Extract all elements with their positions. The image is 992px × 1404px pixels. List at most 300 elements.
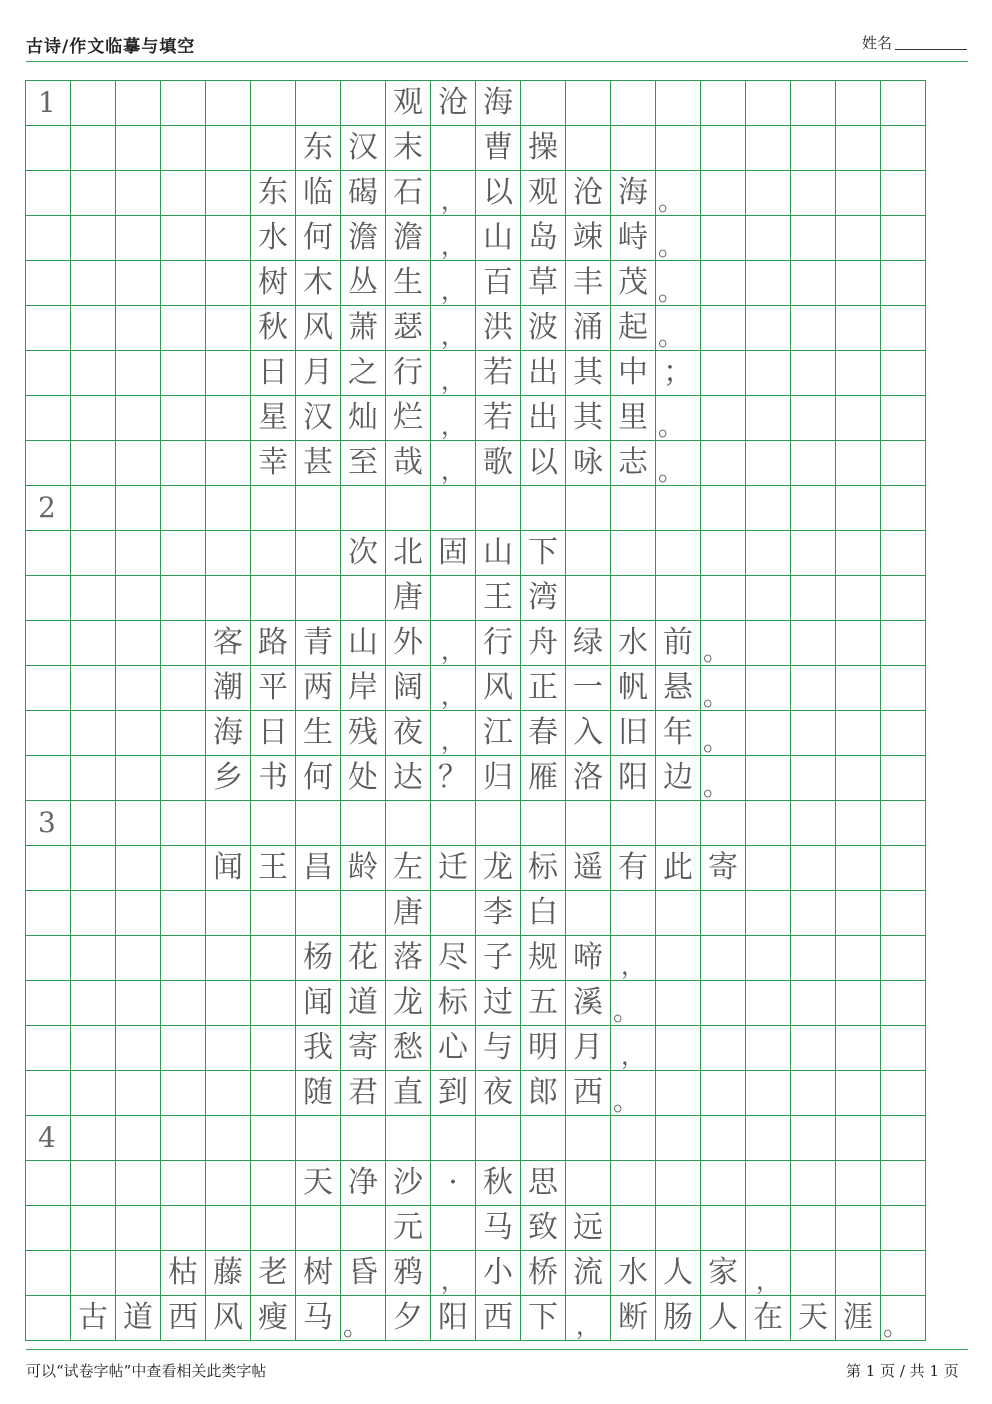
grid-cell	[71, 126, 116, 171]
grid-cell: 竦	[566, 216, 611, 261]
grid-cell: 岸	[341, 666, 386, 711]
grid-cell: 龄	[341, 846, 386, 891]
grid-cell: 远	[566, 1206, 611, 1251]
grid-cell: 瘦	[251, 1296, 296, 1341]
grid-cell	[611, 1161, 656, 1206]
grid-cell	[161, 981, 206, 1026]
grid-cell	[611, 891, 656, 936]
grid-cell	[71, 936, 116, 981]
grid-cell: 道	[116, 1296, 161, 1341]
grid-cell	[251, 531, 296, 576]
grid-cell	[431, 891, 476, 936]
grid-cell	[161, 1116, 206, 1161]
grid-cell	[161, 306, 206, 351]
grid-cell	[251, 1161, 296, 1206]
grid-cell	[161, 891, 206, 936]
grid-cell	[836, 981, 881, 1026]
grid-cell	[206, 1071, 251, 1116]
grid-cell: 西	[566, 1071, 611, 1116]
grid-cell: 夜	[386, 711, 431, 756]
grid-cell	[746, 171, 791, 216]
grid-cell	[26, 1251, 71, 1296]
grid-cell	[791, 981, 836, 1026]
grid-cell	[206, 936, 251, 981]
grid-cell	[206, 531, 251, 576]
grid-cell	[701, 81, 746, 126]
grid-cell	[881, 1251, 926, 1296]
grid-cell: 龙	[386, 981, 431, 1026]
grid-cell	[746, 531, 791, 576]
grid-cell	[656, 576, 701, 621]
grid-cell: 客	[206, 621, 251, 666]
grid-cell: 操	[521, 126, 566, 171]
grid-cell: 木	[296, 261, 341, 306]
grid-cell	[881, 216, 926, 261]
grid-cell	[296, 1206, 341, 1251]
grid-cell	[71, 171, 116, 216]
grid-cell	[206, 351, 251, 396]
grid-cell	[251, 981, 296, 1026]
grid-cell	[881, 171, 926, 216]
grid-cell: 碣	[341, 171, 386, 216]
grid-cell: 此	[656, 846, 701, 891]
grid-cell	[251, 1116, 296, 1161]
grid-cell: 绿	[566, 621, 611, 666]
grid-cell	[251, 576, 296, 621]
grid-cell	[881, 846, 926, 891]
grid-cell: 以	[521, 441, 566, 486]
grid-cell: 路	[251, 621, 296, 666]
grid-cell	[251, 126, 296, 171]
grid-cell	[206, 486, 251, 531]
grid-cell	[791, 1206, 836, 1251]
grid-cell: 阳	[431, 1296, 476, 1341]
grid-cell	[71, 396, 116, 441]
grid-cell: 直	[386, 1071, 431, 1116]
grid-cell: 海	[476, 81, 521, 126]
grid-cell	[701, 891, 746, 936]
grid-cell: 年	[656, 711, 701, 756]
grid-cell	[71, 666, 116, 711]
grid-cell: 洛	[566, 756, 611, 801]
grid-cell: 何	[296, 756, 341, 801]
grid-cell: 人	[701, 1296, 746, 1341]
grid-cell: 风	[296, 306, 341, 351]
grid-cell: 。	[701, 711, 746, 756]
grid-cell: 桥	[521, 1251, 566, 1296]
grid-cell	[116, 1206, 161, 1251]
grid-cell: 家	[701, 1251, 746, 1296]
grid-cell	[791, 81, 836, 126]
grid-cell	[71, 531, 116, 576]
grid-cell	[71, 81, 116, 126]
grid-cell	[26, 981, 71, 1026]
grid-cell: 残	[341, 711, 386, 756]
grid-cell	[836, 306, 881, 351]
grid-cell: 涯	[836, 1296, 881, 1341]
grid-cell	[296, 891, 341, 936]
grid-cell	[296, 801, 341, 846]
grid-cell	[116, 1116, 161, 1161]
grid-cell	[521, 801, 566, 846]
grid-cell: 书	[251, 756, 296, 801]
grid-cell	[791, 261, 836, 306]
grid-cell	[206, 441, 251, 486]
grid-cell: 末	[386, 126, 431, 171]
grid-cell	[836, 261, 881, 306]
grid-cell	[656, 981, 701, 1026]
poem-number: 1	[26, 81, 71, 126]
grid-cell	[296, 1116, 341, 1161]
grid-cell: 帆	[611, 666, 656, 711]
grid-cell	[161, 81, 206, 126]
grid-cell	[836, 576, 881, 621]
grid-cell: 曹	[476, 126, 521, 171]
grid-cell: 阳	[611, 756, 656, 801]
grid-cell: 秋	[476, 1161, 521, 1206]
grid-cell: 茂	[611, 261, 656, 306]
grid-cell: 行	[386, 351, 431, 396]
grid-cell: 临	[296, 171, 341, 216]
grid-cell: 出	[521, 396, 566, 441]
grid-cell	[566, 531, 611, 576]
grid-cell: ，	[431, 441, 476, 486]
grid-cell	[26, 441, 71, 486]
grid-cell	[116, 756, 161, 801]
grid-cell	[881, 351, 926, 396]
grid-cell	[71, 216, 116, 261]
grid-cell: 以	[476, 171, 521, 216]
grid-cell	[116, 216, 161, 261]
grid-cell	[701, 1116, 746, 1161]
grid-cell	[791, 171, 836, 216]
grid-cell	[251, 1026, 296, 1071]
grid-cell: ，	[611, 936, 656, 981]
grid-cell: 唐	[386, 576, 431, 621]
grid-cell	[791, 891, 836, 936]
grid-cell: 其	[566, 396, 611, 441]
grid-cell: 山	[476, 216, 521, 261]
grid-cell	[836, 756, 881, 801]
grid-cell: 里	[611, 396, 656, 441]
grid-cell	[746, 351, 791, 396]
grid-cell	[26, 1071, 71, 1116]
grid-cell	[701, 171, 746, 216]
grid-cell	[431, 1116, 476, 1161]
grid-cell	[791, 711, 836, 756]
name-blank-line[interactable]	[895, 49, 967, 50]
grid-cell: 树	[251, 261, 296, 306]
grid-cell: 行	[476, 621, 521, 666]
grid-cell	[206, 1026, 251, 1071]
grid-cell	[476, 486, 521, 531]
grid-cell: ，	[566, 1296, 611, 1341]
grid-cell: ，	[431, 396, 476, 441]
grid-cell	[791, 621, 836, 666]
grid-cell	[701, 306, 746, 351]
grid-cell	[26, 171, 71, 216]
grid-cell	[746, 126, 791, 171]
grid-cell	[206, 261, 251, 306]
grid-cell	[26, 216, 71, 261]
grid-cell	[836, 486, 881, 531]
grid-cell	[206, 576, 251, 621]
grid-cell: 寄	[701, 846, 746, 891]
grid-cell: 正	[521, 666, 566, 711]
grid-cell: 。	[701, 756, 746, 801]
grid-cell	[746, 216, 791, 261]
grid-cell	[116, 81, 161, 126]
grid-cell: 沧	[431, 81, 476, 126]
grid-cell: 澹	[386, 216, 431, 261]
grid-cell	[116, 1026, 161, 1071]
grid-cell	[161, 1161, 206, 1206]
grid-cell: 。	[881, 1296, 926, 1341]
grid-cell	[611, 486, 656, 531]
grid-cell	[881, 936, 926, 981]
grid-cell: 唐	[386, 891, 431, 936]
grid-cell	[746, 1206, 791, 1251]
grid-cell: 马	[476, 1206, 521, 1251]
grid-cell	[836, 1026, 881, 1071]
grid-cell	[116, 666, 161, 711]
grid-cell: 。	[656, 441, 701, 486]
grid-cell	[206, 1206, 251, 1251]
grid-cell	[881, 261, 926, 306]
grid-cell: 规	[521, 936, 566, 981]
grid-cell	[836, 1251, 881, 1296]
grid-cell: 悬	[656, 666, 701, 711]
grid-cell	[26, 261, 71, 306]
grid-cell	[746, 936, 791, 981]
grid-cell: 树	[296, 1251, 341, 1296]
grid-cell	[161, 756, 206, 801]
grid-cell	[251, 81, 296, 126]
grid-cell	[116, 891, 161, 936]
grid-cell	[791, 936, 836, 981]
grid-cell	[881, 801, 926, 846]
grid-cell	[206, 396, 251, 441]
grid-cell: 涌	[566, 306, 611, 351]
grid-cell: 。	[701, 621, 746, 666]
poem-number: 4	[26, 1116, 71, 1161]
grid-cell: 尽	[431, 936, 476, 981]
grid-cell	[206, 306, 251, 351]
grid-cell	[251, 1206, 296, 1251]
grid-cell	[566, 1116, 611, 1161]
grid-cell	[341, 891, 386, 936]
grid-cell	[71, 621, 116, 666]
grid-cell: 。	[701, 666, 746, 711]
grid-cell	[566, 891, 611, 936]
grid-cell	[701, 1161, 746, 1206]
grid-cell	[656, 936, 701, 981]
grid-cell	[791, 306, 836, 351]
grid-cell: 其	[566, 351, 611, 396]
grid-cell	[881, 1026, 926, 1071]
grid-cell: 何	[296, 216, 341, 261]
grid-cell	[611, 531, 656, 576]
grid-cell: 至	[341, 441, 386, 486]
grid-cell: 下	[521, 1296, 566, 1341]
grid-cell: 花	[341, 936, 386, 981]
grid-cell	[521, 486, 566, 531]
grid-cell: 萧	[341, 306, 386, 351]
grid-cell	[656, 486, 701, 531]
grid-cell	[431, 801, 476, 846]
grid-cell: 石	[386, 171, 431, 216]
grid-cell	[431, 126, 476, 171]
grid-cell	[836, 846, 881, 891]
grid-cell: 郎	[521, 1071, 566, 1116]
grid-cell: 思	[521, 1161, 566, 1206]
grid-cell	[791, 666, 836, 711]
grid-cell: 肠	[656, 1296, 701, 1341]
poem-number: 3	[26, 801, 71, 846]
grid-cell	[746, 576, 791, 621]
grid-cell	[656, 1161, 701, 1206]
grid-cell	[26, 756, 71, 801]
grid-cell	[431, 1206, 476, 1251]
grid-cell	[26, 621, 71, 666]
grid-cell	[791, 576, 836, 621]
grid-cell	[791, 1026, 836, 1071]
grid-cell	[116, 171, 161, 216]
grid-cell: 志	[611, 441, 656, 486]
grid-cell	[206, 801, 251, 846]
grid-cell	[161, 1026, 206, 1071]
header-divider	[26, 61, 968, 62]
grid-cell: ，	[431, 666, 476, 711]
grid-cell	[566, 126, 611, 171]
grid-cell: ，	[431, 621, 476, 666]
grid-cell: 潮	[206, 666, 251, 711]
grid-cell	[206, 126, 251, 171]
grid-cell: 出	[521, 351, 566, 396]
grid-cell	[881, 486, 926, 531]
grid-cell: 月	[566, 1026, 611, 1071]
grid-cell	[161, 621, 206, 666]
grid-cell: 阔	[386, 666, 431, 711]
grid-cell	[26, 351, 71, 396]
grid-cell	[791, 441, 836, 486]
grid-cell: 君	[341, 1071, 386, 1116]
grid-cell	[116, 1071, 161, 1116]
grid-cell: 闻	[296, 981, 341, 1026]
grid-cell	[611, 81, 656, 126]
grid-cell: 山	[476, 531, 521, 576]
grid-cell	[341, 81, 386, 126]
grid-cell: 道	[341, 981, 386, 1026]
grid-cell	[881, 1116, 926, 1161]
grid-cell: ，	[611, 1026, 656, 1071]
grid-cell: 边	[656, 756, 701, 801]
grid-cell	[836, 891, 881, 936]
grid-cell: 五	[521, 981, 566, 1026]
grid-cell: 断	[611, 1296, 656, 1341]
grid-cell	[161, 351, 206, 396]
grid-cell	[701, 126, 746, 171]
grid-cell	[161, 1206, 206, 1251]
grid-cell	[521, 1116, 566, 1161]
grid-cell	[791, 126, 836, 171]
grid-cell	[251, 936, 296, 981]
grid-cell: 啼	[566, 936, 611, 981]
grid-cell	[791, 396, 836, 441]
grid-cell: 海	[206, 711, 251, 756]
grid-cell: 明	[521, 1026, 566, 1071]
grid-cell: 有	[611, 846, 656, 891]
grid-cell: 灿	[341, 396, 386, 441]
grid-cell	[746, 1026, 791, 1071]
grid-cell: 歌	[476, 441, 521, 486]
grid-cell	[881, 981, 926, 1026]
grid-cell	[161, 531, 206, 576]
grid-cell	[161, 441, 206, 486]
grid-cell: 。	[656, 261, 701, 306]
grid-cell: 愁	[386, 1026, 431, 1071]
grid-cell: 东	[251, 171, 296, 216]
grid-cell	[431, 486, 476, 531]
grid-cell	[161, 1071, 206, 1116]
grid-cell: 元	[386, 1206, 431, 1251]
grid-cell: 小	[476, 1251, 521, 1296]
grid-cell: ，	[431, 171, 476, 216]
grid-cell	[431, 576, 476, 621]
grid-cell: 日	[251, 351, 296, 396]
name-label: 姓名	[862, 34, 893, 52]
grid-cell	[656, 126, 701, 171]
grid-cell	[701, 441, 746, 486]
grid-cell: 澹	[341, 216, 386, 261]
grid-cell	[341, 1116, 386, 1161]
grid-cell: 海	[611, 171, 656, 216]
grid-cell	[161, 846, 206, 891]
grid-cell: 杨	[296, 936, 341, 981]
grid-cell	[791, 1251, 836, 1296]
grid-cell: 。	[611, 981, 656, 1026]
grid-cell	[26, 1206, 71, 1251]
grid-cell	[71, 1071, 116, 1116]
grid-cell	[206, 891, 251, 936]
grid-cell: 百	[476, 261, 521, 306]
grid-cell	[701, 531, 746, 576]
grid-cell	[71, 1251, 116, 1296]
grid-cell	[251, 891, 296, 936]
grid-cell: 瑟	[386, 306, 431, 351]
grid-cell: 草	[521, 261, 566, 306]
grid-cell	[881, 1161, 926, 1206]
grid-cell	[296, 576, 341, 621]
grid-cell	[746, 621, 791, 666]
grid-cell: 。	[656, 216, 701, 261]
grid-cell: 咏	[566, 441, 611, 486]
grid-cell	[71, 756, 116, 801]
grid-cell: 左	[386, 846, 431, 891]
grid-cell	[161, 486, 206, 531]
grid-cell: ，	[431, 261, 476, 306]
grid-cell: 烂	[386, 396, 431, 441]
worksheet-title: 古诗/作文临摹与填空	[26, 37, 196, 57]
grid-cell	[836, 81, 881, 126]
grid-cell	[836, 441, 881, 486]
grid-cell: 秋	[251, 306, 296, 351]
grid-cell	[296, 486, 341, 531]
grid-cell	[701, 261, 746, 306]
grid-cell: 迁	[431, 846, 476, 891]
grid-cell	[116, 981, 161, 1026]
grid-cell	[521, 81, 566, 126]
